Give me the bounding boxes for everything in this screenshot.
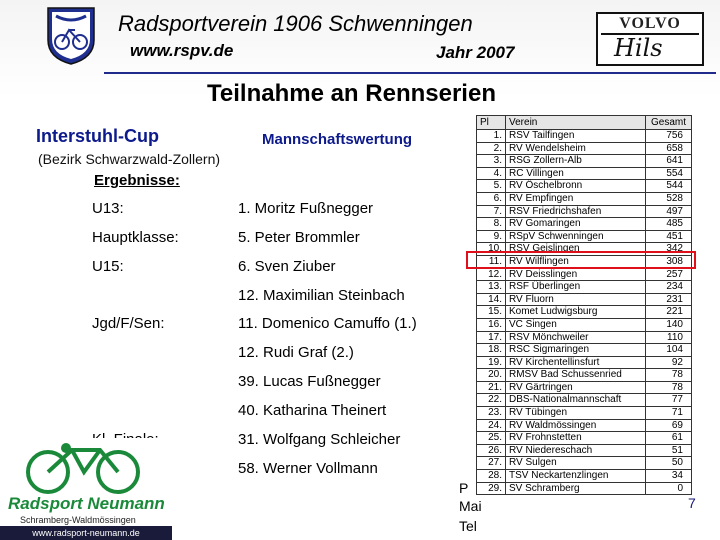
table-row: [477, 268, 692, 281]
cell-club: RSV Friedrichshafen: [506, 205, 646, 218]
table-row: [477, 457, 692, 470]
highlight-box: [466, 251, 696, 269]
table-row: [477, 205, 692, 218]
column-header-club: Verein: [506, 116, 646, 130]
cell-place: 28.: [477, 470, 506, 483]
header-divider: [104, 72, 716, 74]
table-row: [477, 419, 692, 432]
shop-place: Schramberg-Waldmössingen: [20, 515, 136, 525]
table-row: [477, 369, 692, 382]
cell-place: 27.: [477, 457, 506, 470]
cell-club: SV Schramberg: [506, 482, 646, 495]
cell-place: 14.: [477, 293, 506, 306]
cell-place: 1.: [477, 130, 506, 143]
result-entry: 31. Wolfgang Schleicher: [238, 431, 401, 448]
cell-total: 50: [646, 457, 692, 470]
cup-title: Interstuhl-Cup: [36, 126, 159, 146]
cell-total: 234: [646, 281, 692, 294]
cell-place: 23.: [477, 407, 506, 420]
cell-total: 451: [646, 230, 692, 243]
cell-club: RV Wilflingen: [506, 255, 646, 268]
cell-club: RV Empfingen: [506, 192, 646, 205]
cell-place: 11.: [477, 255, 506, 268]
cell-total: 658: [646, 142, 692, 155]
cell-club: RSC Sigmaringen: [506, 344, 646, 357]
table-row: [477, 167, 692, 180]
shop-name: Radsport Neumann: [8, 494, 165, 513]
cell-total: 61: [646, 432, 692, 445]
page-title: Radsportverein 1906 Schwenningen: [118, 11, 473, 36]
table-row: [477, 230, 692, 243]
team-ranking-table: [476, 115, 692, 540]
cell-club: RSpV Schwenningen: [506, 230, 646, 243]
cell-total: 92: [646, 356, 692, 369]
cell-total: 497: [646, 205, 692, 218]
cell-place: 12.: [477, 268, 506, 281]
result-entry: 39. Lucas Fußnegger: [238, 373, 381, 390]
partial-text: Mai: [459, 498, 482, 514]
table-row: [477, 180, 692, 193]
cell-place: 24.: [477, 419, 506, 432]
table-row: [477, 192, 692, 205]
year-label: Jahr 2007: [436, 43, 515, 62]
table-row: [477, 130, 692, 143]
cell-club: RV Waldmössingen: [506, 419, 646, 432]
result-entry: 6. Sven Ziuber: [238, 258, 336, 275]
cell-place: 5.: [477, 180, 506, 193]
cell-club: RV Öschelbronn: [506, 180, 646, 193]
cell-place: 17.: [477, 331, 506, 344]
cell-total: 528: [646, 192, 692, 205]
cell-total: 78: [646, 381, 692, 394]
cell-place: 9.: [477, 230, 506, 243]
cell-club: RV Kirchentellinsfurt: [506, 356, 646, 369]
cell-club: RSV Geislingen: [506, 243, 646, 256]
cell-place: 29.: [477, 482, 506, 495]
cell-club: VC Singen: [506, 318, 646, 331]
category-u13: U13:: [92, 200, 124, 217]
cell-place: 6.: [477, 192, 506, 205]
table-row: [477, 293, 692, 306]
cell-place: 16.: [477, 318, 506, 331]
cell-place: 8.: [477, 218, 506, 231]
cell-place: 4.: [477, 167, 506, 180]
table-row: [477, 381, 692, 394]
cell-place: 19.: [477, 356, 506, 369]
cell-club: RV Deisslingen: [506, 268, 646, 281]
cell-club: RV Tübingen: [506, 407, 646, 420]
sponsor-hils-text: Hils: [614, 34, 663, 62]
cell-club: RSF Überlingen: [506, 281, 646, 294]
table-row: [477, 470, 692, 483]
table-row: [477, 142, 692, 155]
table-row: [477, 155, 692, 168]
category-jgd-f-sen: Jgd/F/Sen:: [92, 315, 165, 332]
table-header-row: [477, 116, 692, 130]
cell-place: 3.: [477, 155, 506, 168]
cell-club: RV Gärtringen: [506, 381, 646, 394]
result-entry: 1. Moritz Fußnegger: [238, 200, 374, 217]
cell-club: RSG Zollern-Alb: [506, 155, 646, 168]
cell-place: 20.: [477, 369, 506, 382]
cell-club: RMSV Bad Schussenried: [506, 369, 646, 382]
radsport-neumann-logo[interactable]: [0, 438, 172, 540]
cell-club: RV Sulgen: [506, 457, 646, 470]
team-ranking-label: Mannschaftswertung: [262, 131, 413, 148]
table-row: [477, 344, 692, 357]
category-hauptklasse: Hauptklasse:: [92, 229, 179, 246]
cell-total: 641: [646, 155, 692, 168]
cell-total: 257: [646, 268, 692, 281]
cell-total: 0: [646, 482, 692, 495]
partial-text: 7: [688, 495, 696, 511]
bike-icon: [0, 438, 172, 498]
table-row: [477, 218, 692, 231]
table-row: [477, 482, 692, 495]
cell-total: 69: [646, 419, 692, 432]
cell-place: 25.: [477, 432, 506, 445]
column-header-total: Gesamt: [646, 116, 692, 130]
cell-club: RV Frohnstetten: [506, 432, 646, 445]
cell-club: RC Villingen: [506, 167, 646, 180]
cell-place: 10.: [477, 243, 506, 256]
table-row: [477, 444, 692, 457]
cell-total: 78: [646, 369, 692, 382]
website-url[interactable]: www.rspv.de: [130, 41, 234, 60]
cell-club: RSV Tailfingen: [506, 130, 646, 143]
cell-total: 342: [646, 243, 692, 256]
region-label: (Bezirk Schwarzwald-Zollern): [38, 151, 221, 167]
cell-club: RV Gomaringen: [506, 218, 646, 231]
cell-total: 71: [646, 407, 692, 420]
club-logo: [42, 4, 100, 66]
cell-club: TSV Neckartenzlingen: [506, 470, 646, 483]
cell-club: RV Niedereschach: [506, 444, 646, 457]
table-row: [477, 318, 692, 331]
sponsor-volvo-text: VOLVO: [601, 15, 699, 35]
cell-place: 21.: [477, 381, 506, 394]
result-entry: 40. Katharina Theinert: [238, 402, 387, 419]
cell-club: RV Fluorn: [506, 293, 646, 306]
cell-place: 2.: [477, 142, 506, 155]
partial-text: Tel: [459, 518, 477, 534]
cell-total: 110: [646, 331, 692, 344]
cell-place: 15.: [477, 306, 506, 319]
cell-club: RSV Mönchweiler: [506, 331, 646, 344]
cell-club: DBS-Nationalmannschaft: [506, 394, 646, 407]
table-row: [477, 331, 692, 344]
cell-total: 554: [646, 167, 692, 180]
result-entry: 12. Maximilian Steinbach: [238, 287, 405, 304]
section-title: Teilnahme an Rennserien: [207, 80, 496, 107]
result-entry: 12. Rudi Graf (2.): [238, 344, 354, 361]
cell-total: 308: [646, 255, 692, 268]
table-body: [477, 130, 692, 495]
cell-total: 34: [646, 470, 692, 483]
partial-text: P: [459, 480, 469, 496]
table-row: [477, 407, 692, 420]
table-row: [477, 306, 692, 319]
sponsor-logo: [596, 12, 704, 66]
cell-total: 231: [646, 293, 692, 306]
result-entry: 5. Peter Brommler: [238, 229, 360, 246]
column-header-place: Pl: [477, 116, 506, 130]
shop-web: www.radsport-neumann.de: [0, 526, 172, 540]
table-row: [477, 432, 692, 445]
cell-total: 104: [646, 344, 692, 357]
cell-total: 77: [646, 394, 692, 407]
cell-club: Komet Ludwigsburg: [506, 306, 646, 319]
category-u15: U15:: [92, 258, 124, 275]
result-entry: 58. Werner Vollmann: [238, 460, 378, 477]
results-label: Ergebnisse:: [94, 172, 180, 189]
cell-place: 18.: [477, 344, 506, 357]
cell-place: 26.: [477, 444, 506, 457]
cell-total: 221: [646, 306, 692, 319]
cell-place: 13.: [477, 281, 506, 294]
result-entry: 11. Domenico Camuffo (1.): [238, 315, 417, 332]
cell-total: 485: [646, 218, 692, 231]
cell-place: 7.: [477, 205, 506, 218]
table-row: [477, 281, 692, 294]
cell-total: 51: [646, 444, 692, 457]
cell-total: 544: [646, 180, 692, 193]
cell-club: RV Wendelsheim: [506, 142, 646, 155]
cell-total: 756: [646, 130, 692, 143]
table-row: [477, 394, 692, 407]
cell-total: 140: [646, 318, 692, 331]
table-row: [477, 356, 692, 369]
cell-place: 22.: [477, 394, 506, 407]
